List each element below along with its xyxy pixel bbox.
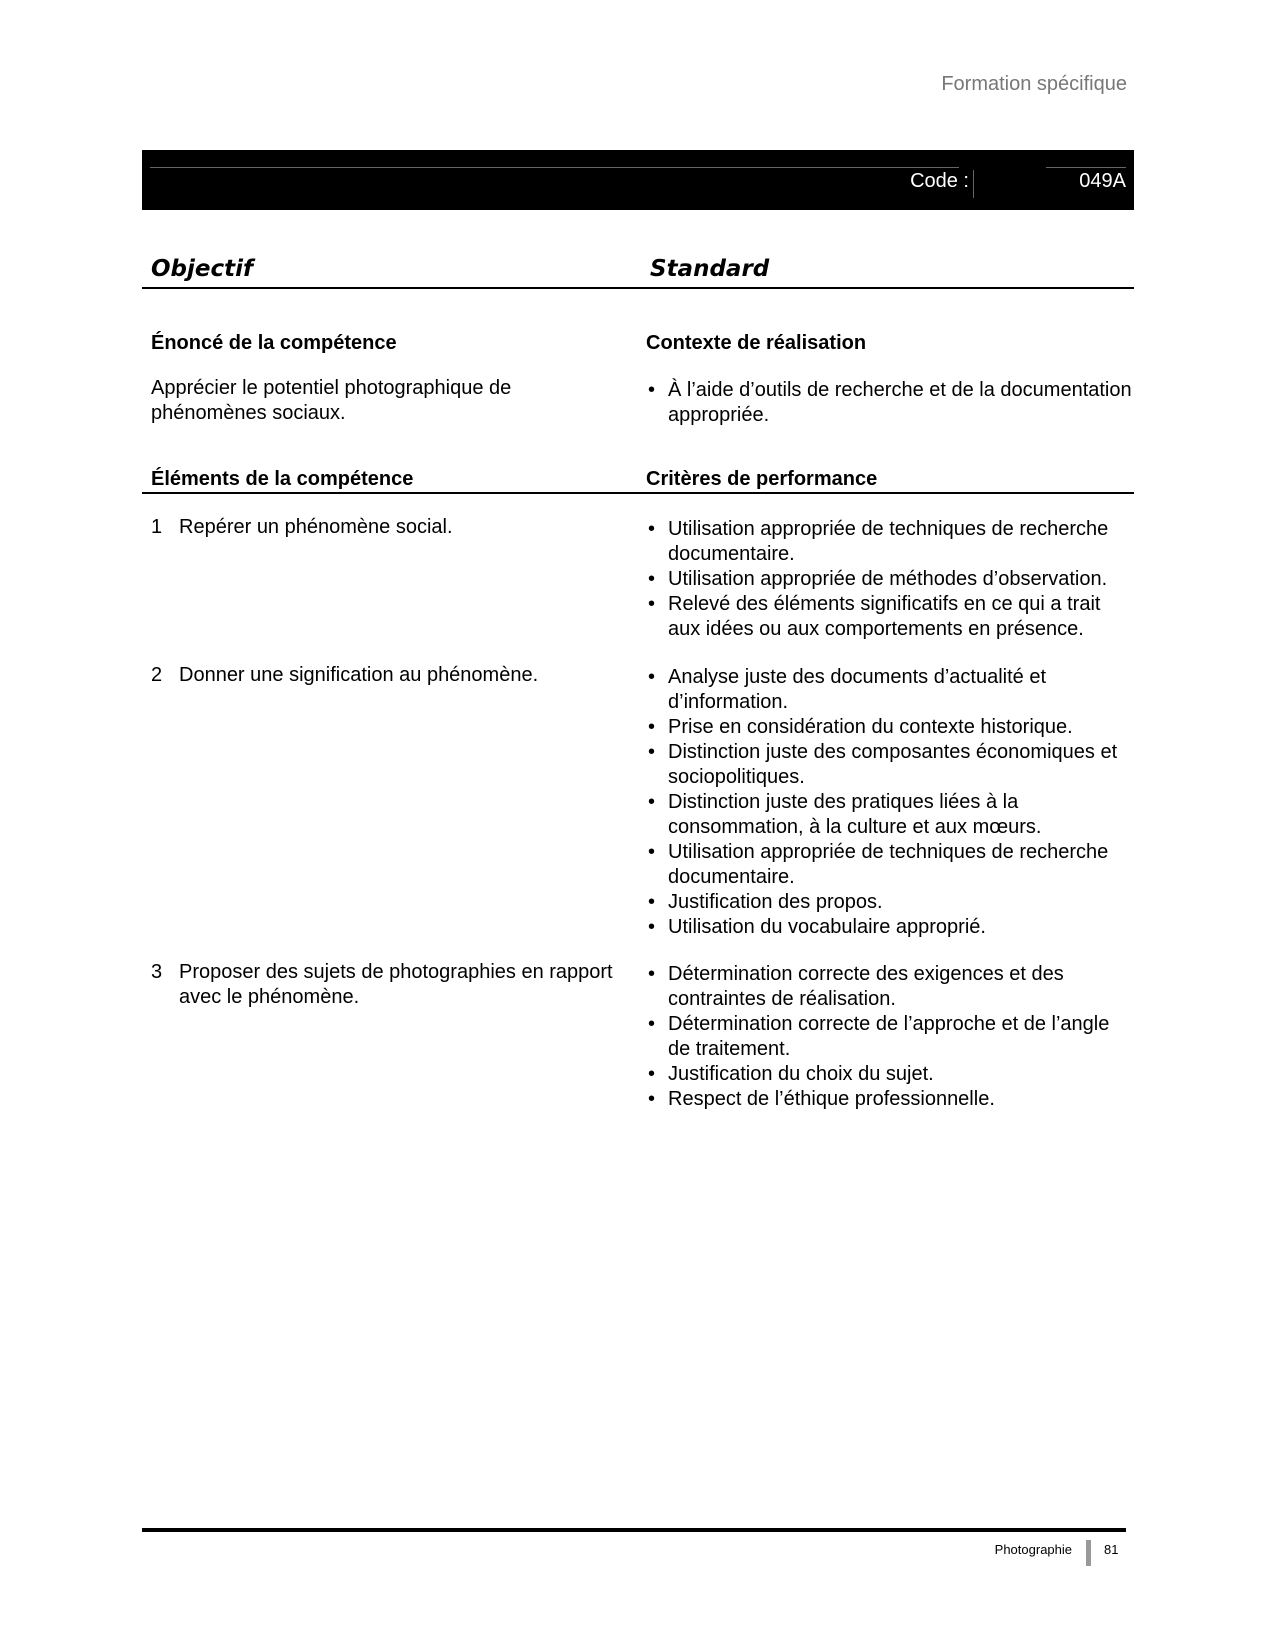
- list-item: • Prise en considération du contexte historique.: [646, 715, 1136, 740]
- standard-heading: Standard: [650, 256, 770, 282]
- criteres-label: Critères de performance: [646, 468, 878, 490]
- list-item: • Distinction juste des composantes économiques et sociopolitiques.: [646, 740, 1136, 790]
- list-item: • Respect de l’éthique professionnelle.: [646, 1087, 1136, 1112]
- footer-rule: [142, 1528, 1126, 1532]
- list-item: • Utilisation du vocabulaire approprié.: [646, 915, 1136, 940]
- list-item: • Utilisation appropriée de techniques de recherche documentaire.: [646, 840, 1136, 890]
- code-value: 049A: [1079, 170, 1126, 192]
- list-item: • Relevé des éléments significatifs en ce qui a trait aux idées ou aux comportements en présence.: [646, 592, 1136, 642]
- element-number: 3: [151, 961, 163, 983]
- element-text: Repérer un phénomène social.: [179, 516, 453, 538]
- element-number: 2: [151, 664, 163, 686]
- list-item: • Utilisation appropriée de techniques de recherche documentaire.: [646, 517, 1136, 567]
- divider: [142, 492, 1134, 494]
- divider: [1046, 167, 1126, 168]
- list-item: • À l’aide d’outils de recherche et de la documentation appropriée.: [646, 378, 1136, 428]
- element-text: Proposer des sujets de photographies en rapport avec le phénomène.: [179, 961, 613, 1008]
- contexte-list: [646, 378, 1136, 428]
- elements-label: Éléments de la compétence: [151, 468, 414, 490]
- page-number: 81: [1104, 1542, 1119, 1557]
- element-number: 1: [151, 516, 163, 538]
- running-header: Formation spécifique: [941, 73, 1127, 95]
- contexte-label: Contexte de réalisation: [646, 332, 867, 354]
- criteria-list: [646, 665, 1136, 940]
- code-bar: [142, 150, 1134, 210]
- objectif-heading: Objectif: [151, 256, 254, 282]
- list-item: • Distinction juste des pratiques liées à la consommation, à la culture et aux mœurs.: [646, 790, 1136, 840]
- criteria-list: [646, 962, 1136, 1112]
- footer-separator: [1086, 1540, 1091, 1566]
- criteria-list: [646, 517, 1136, 642]
- element-text: Donner une signification au phénomène.: [179, 664, 539, 686]
- enonce-label: Énoncé de la compétence: [151, 332, 397, 354]
- footer-title: Photographie: [994, 1542, 1072, 1557]
- list-item: • Justification du choix du sujet.: [646, 1062, 1136, 1087]
- code-label: Code :: [910, 170, 974, 198]
- enonce-text: Apprécier le potentiel photographique de phénomènes sociaux.: [151, 377, 512, 424]
- divider: [142, 287, 1134, 289]
- list-item: • Détermination correcte de l’approche et de l’angle de traitement.: [646, 1012, 1136, 1062]
- list-item: • Analyse juste des documents d’actualité et d’information.: [646, 665, 1136, 715]
- list-item: • Détermination correcte des exigences et des contraintes de réalisation.: [646, 962, 1136, 1012]
- divider: [150, 167, 959, 168]
- list-item: • Utilisation appropriée de méthodes d’observation.: [646, 567, 1136, 592]
- list-item: • Justification des propos.: [646, 890, 1136, 915]
